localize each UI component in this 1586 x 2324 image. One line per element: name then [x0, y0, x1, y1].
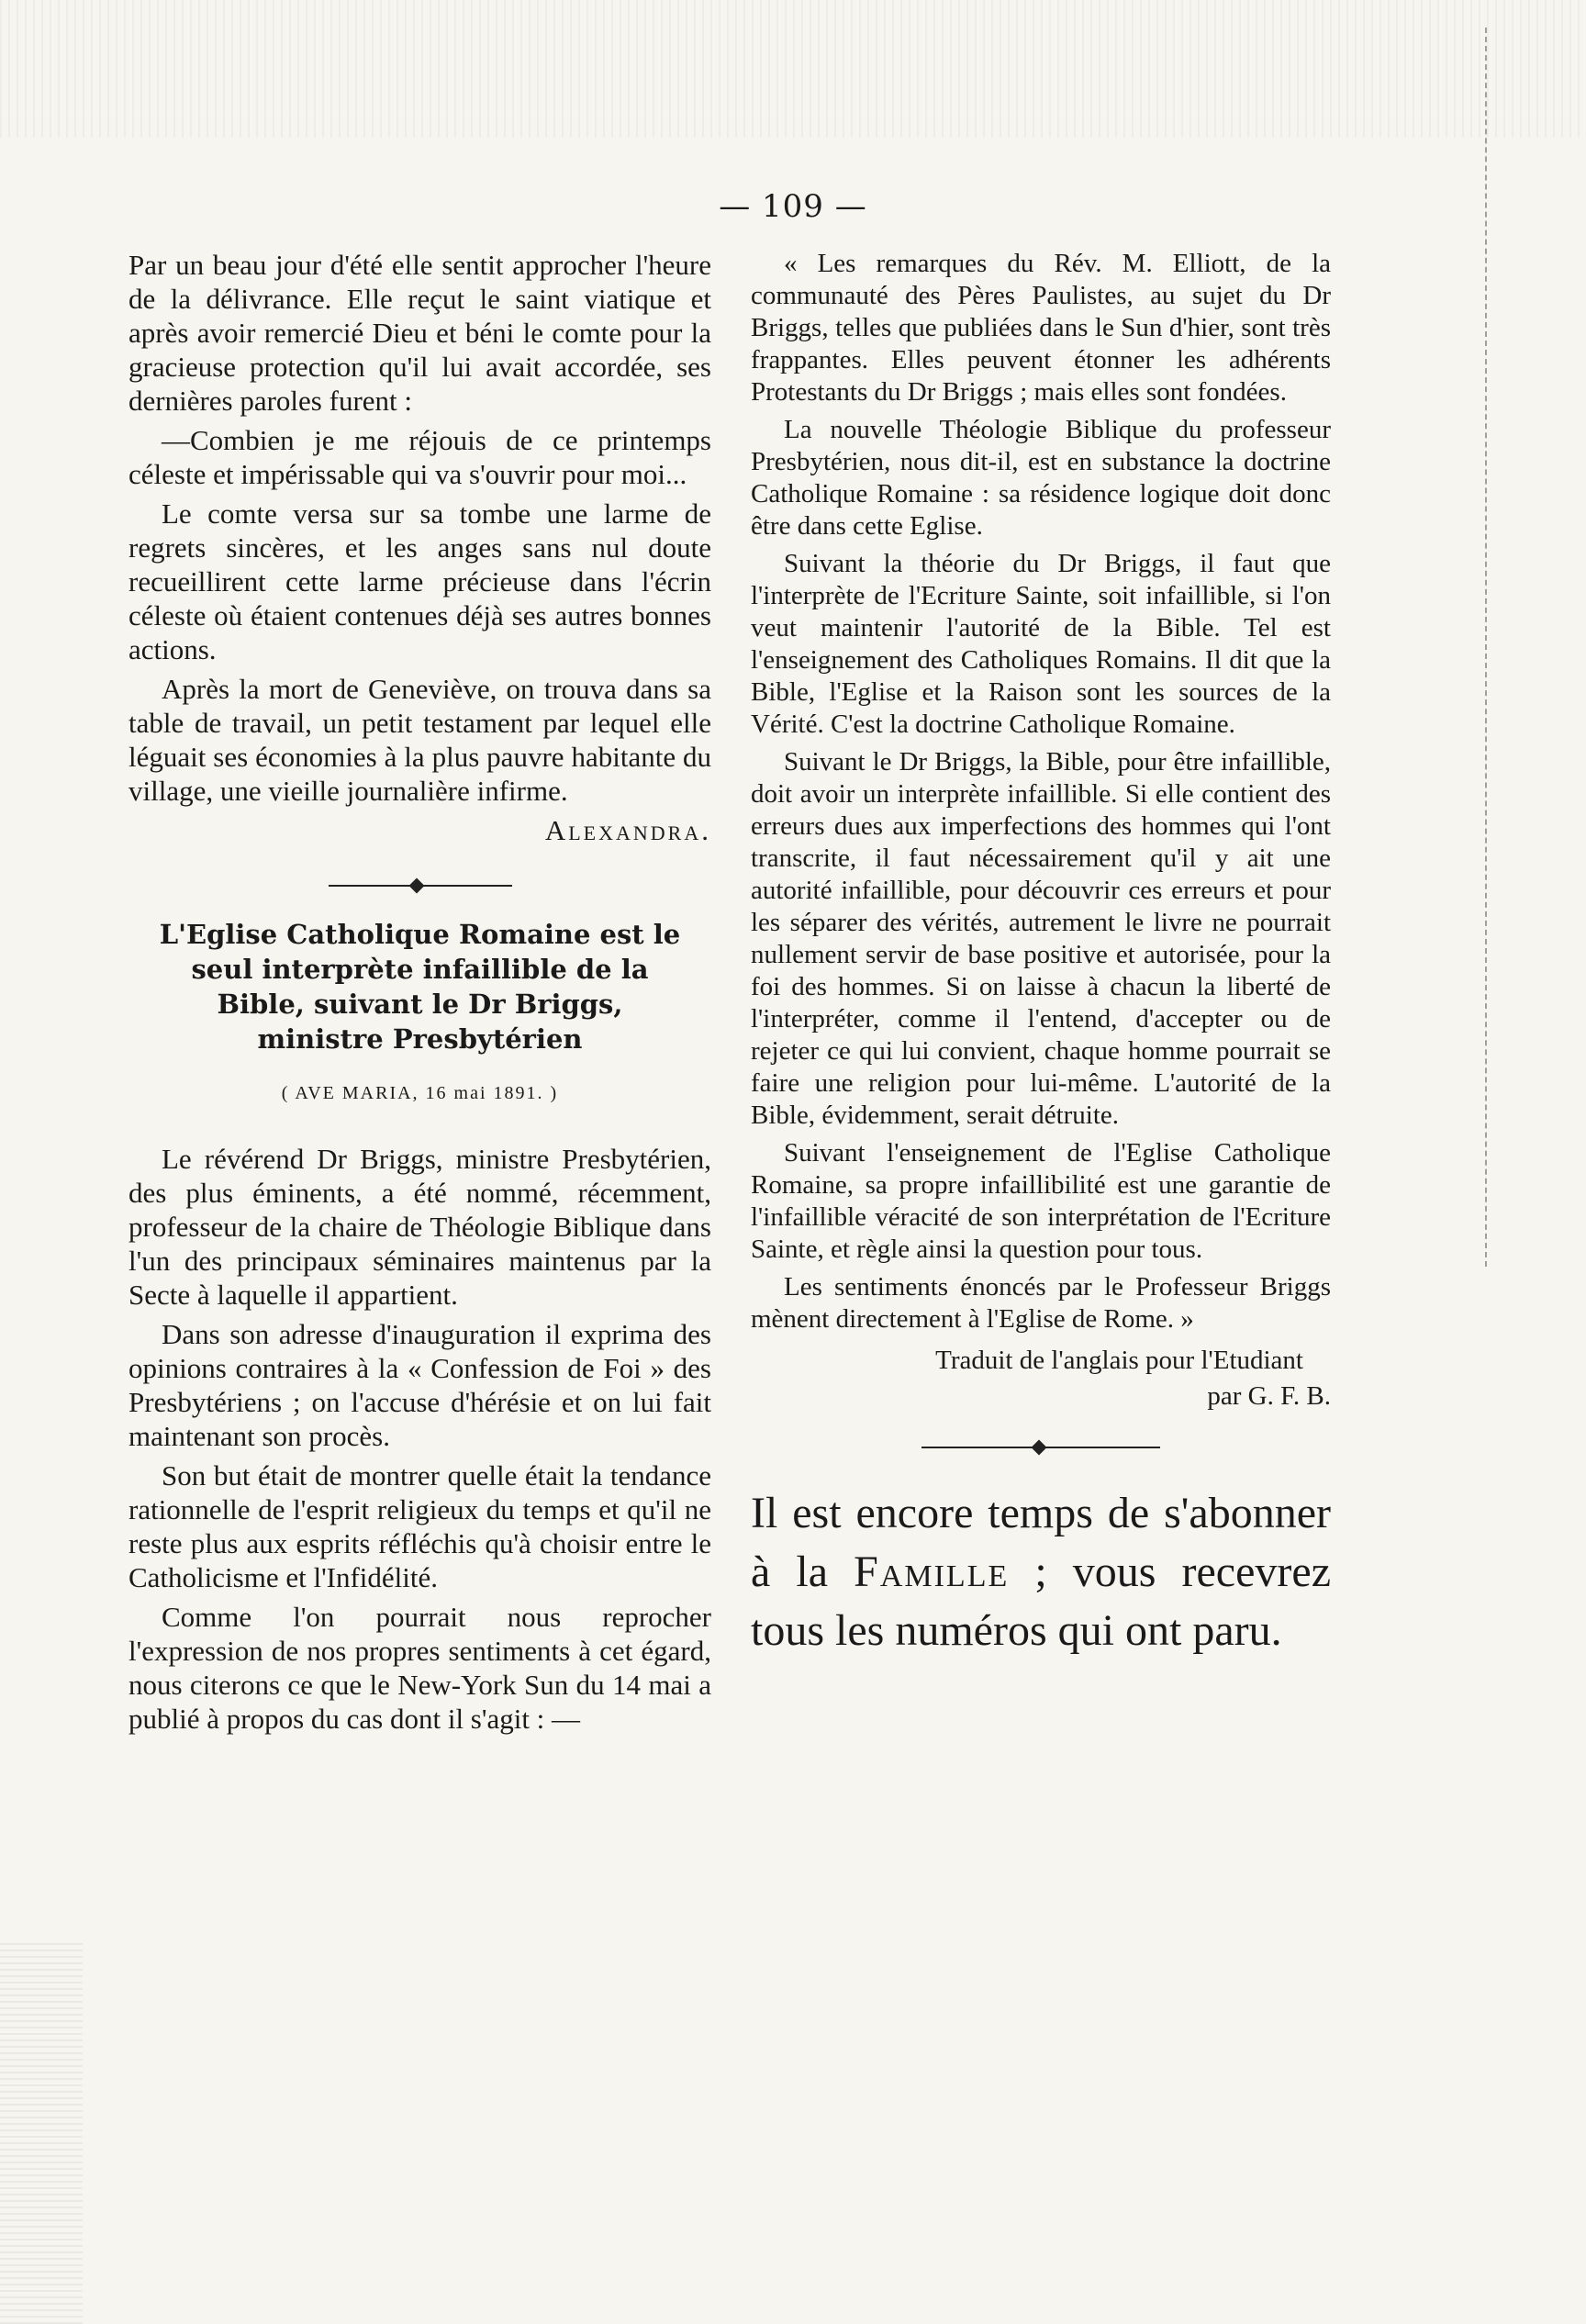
- story-paragraph: Le comte versa sur sa tombe une larme de regrets sincères, et les anges sans nul doute recueillirent cette larme précieuse dans l'écrin céleste où étaient contenues déjà ses autres bonnes actions.: [128, 497, 711, 665]
- article-title: [128, 917, 711, 1056]
- section-divider: [921, 1444, 1160, 1451]
- translator: par G. F. B.: [1207, 1381, 1331, 1411]
- signature: Alexandra.: [544, 814, 711, 846]
- article-paragraph: Les sentiments énoncés par le Professeur Briggs mènent directement à l'Eglise de Rome. »: [751, 1272, 1331, 1334]
- subscription-notice: [751, 1484, 1331, 1660]
- scan-noise-left: [0, 1939, 83, 2324]
- article-paragraph: Suivant l'enseignement de l'Eglise Catholique Romaine, sa propre infaillibilité est une garantie de l'infaillible véracité de son interprétation de l'Ecriture Sainte, et règle ainsi la question pour tous.: [751, 1138, 1331, 1264]
- story-paragraph: —Combien je me réjouis de ce printemps céleste et impérissable qui va s'ouvrir pour moi...: [128, 424, 711, 490]
- divider-ornament-icon: [1032, 1440, 1047, 1456]
- article-title-line: L'Eglise Catholique Romaine est le: [159, 919, 681, 950]
- notice-prefix: Il est encore temps de s'abonner à la: [751, 1489, 1331, 1596]
- notice-journal-name: Famille: [854, 1547, 1010, 1596]
- page-number: — 109 —: [719, 188, 867, 225]
- left-column: [128, 248, 711, 1741]
- article-paragraph: Dans son adresse d'inauguration il exprima des opinions contraires à la « Confession de Foi » des Presbytériens ; on l'accuse d'hérésie et on lui fait maintenant son procès.: [128, 1318, 711, 1452]
- article-paragraph: Le révérend Dr Briggs, ministre Presbytérien, des plus éminents, a été nommé, récemment, professeur de la chaire de Théologie Biblique dans l'un des principaux séminaires maintenus par la Secte à laquelle il appartient.: [128, 1143, 711, 1311]
- article-title-line: ministre Presbytérien: [257, 1023, 583, 1055]
- article-paragraph: Comme l'on pourrait nous reprocher l'expression de nos propres sentiments à cet égard, nous citerons ce que le New-York Sun du 14 mai a publié à propos du cas dont il s'agit : —: [128, 1601, 711, 1735]
- story-paragraph: Par un beau jour d'été elle sentit approcher l'heure de la délivrance. Elle reçut le saint viatique et après avoir remercié Dieu et béni le comte pour la gracieuse protection qu'il lui avait accordée, ses dernières paroles furent :: [128, 249, 711, 417]
- article-paragraph: Suivant la théorie du Dr Briggs, il faut que l'interprète de l'Ecriture Sainte, soit infaillible, si l'on veut maintenir l'autorité de la Bible. Tel est l'enseignement des Catholiques Romains. Il dit que la Bible, l'Eglise et la Raison sont les sources de la Vérité. C'est la doctrine Catholique Romaine.: [751, 549, 1331, 739]
- article-paragraph: « Les remarques du Rév. M. Elliott, de la communauté des Pères Paulistes, au sujet du Dr Briggs, telles que publiées dans le Sun d'hier, sont très frappantes. Elles peuvent étonner les adhérents Protestants du Dr Briggs ; mais elles sont fondées.: [751, 249, 1331, 407]
- scan-noise-top: [0, 0, 1586, 138]
- article-paragraph: La nouvelle Théologie Biblique du professeur Presbytérien, nous dit-il, est en substance la doctrine Catholique Romaine : sa résidence logique doit donc être dans cette Eglise.: [751, 415, 1331, 541]
- article-paragraph: Suivant le Dr Briggs, la Bible, pour être infaillible, doit avoir un interprète infaillible. Si elle contient des erreurs dues aux imperfections des hommes qui l'ont transcrite, il faut nécessairement qu'il y ait une autorité infaillible, pour découvrir ces erreurs et pour les séparer des vérités, autrement le livre ne pourrait nullement servir de base positive et autorisée, pour la foi des hommes. Si on laisse à chacun la liberté de l'interpréter, comme il l'entend, d'accepter ou de rejeter ce qui lui convient, chaque homme pourrait se faire une religion pour lui-même. L'autorité de la Bible, évidemment, serait détruite.: [751, 747, 1331, 1130]
- translation-note: Traduit de l'anglais pour l'Etudiant: [935, 1346, 1303, 1375]
- article-source: ( AVE MARIA, 16 mai 1891. ): [281, 1083, 559, 1103]
- article-paragraph: Son but était de montrer quelle était la tendance rationnelle de l'esprit religieux du temps et qu'il ne reste plus aux esprits réfléchis qu'à choisir entre le Catholicisme et l'Infidélité.: [128, 1459, 711, 1593]
- divider-ornament-icon: [408, 878, 424, 894]
- story-paragraph: Après la mort de Geneviève, on trouva dans sa table de travail, un petit testament par lequel elle léguait ses économies à la plus pauvre habitante du village, une vieille journalière infirme.: [128, 673, 711, 807]
- section-divider: [329, 882, 512, 889]
- right-column: [751, 248, 1331, 1666]
- article-title-line: seul interprète infaillible de la: [191, 954, 649, 985]
- notice-suffix: ; vous recevrez tous les numéros qui ont paru.: [751, 1547, 1332, 1655]
- article-title-line: Bible, suivant le Dr Briggs,: [217, 989, 623, 1020]
